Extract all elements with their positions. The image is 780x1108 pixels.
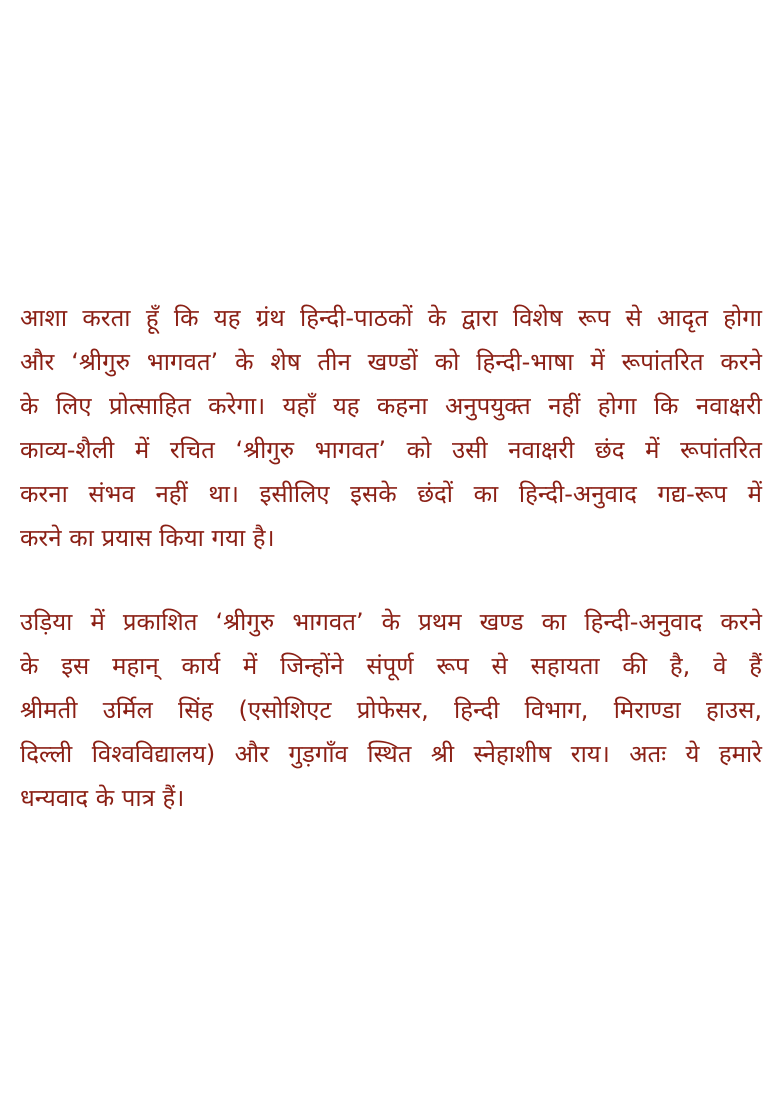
paragraph-line: करना संभव नहीं था। इसीलिए इसके छंदों का हिन्दी-अनुवाद गद्य-रूप में [20,480,762,508]
paragraph-acknowledgement [20,600,762,820]
paragraph-line: और ‘श्रीगुरु भागवत’ के शेष तीन खण्डों को हिन्दी-भाषा में रूपांतरित करने [20,348,762,376]
paragraph-line: काव्य-शैली में रचित ‘श्रीगुरु भागवत’ को उसी नवाक्षरी छंद में रूपांतरित [20,436,762,464]
paragraph-line: श्रीमती उर्मिल सिंह (एसोशिएट प्रोफेसर, हिन्दी विभाग, मिराण्डा हाउस, [20,696,762,724]
paragraph-line: उड़िया में प्रकाशित ‘श्रीगुरु भागवत’ के प्रथम खण्ड का हिन्दी-अनुवाद करने [20,608,762,636]
paragraph-line: करने का प्रयास किया गया है। [20,524,275,552]
paragraph-line: आशा करता हूँ कि यह ग्रंथ हिन्दी-पाठकों के द्वारा विशेष रूप से आदृत होगा [20,304,762,332]
paragraph-line: के इस महान् कार्य में जिन्होंने संपूर्ण रूप से सहायता की है, वे हैं [20,652,762,680]
paragraph-line: धन्यवाद के पात्र हैं। [20,784,185,812]
paragraph-hope-translation [20,296,762,560]
paragraph-line: के लिए प्रोत्साहित करेगा। यहाँ यह कहना अनुपयुक्त नहीं होगा कि नवाक्षरी [20,392,762,420]
paragraph-line: दिल्ली विश्वविद्यालय) और गुड़गाँव स्थित श्री स्नेहाशीष राय। अतः ये हमारे [20,740,762,768]
